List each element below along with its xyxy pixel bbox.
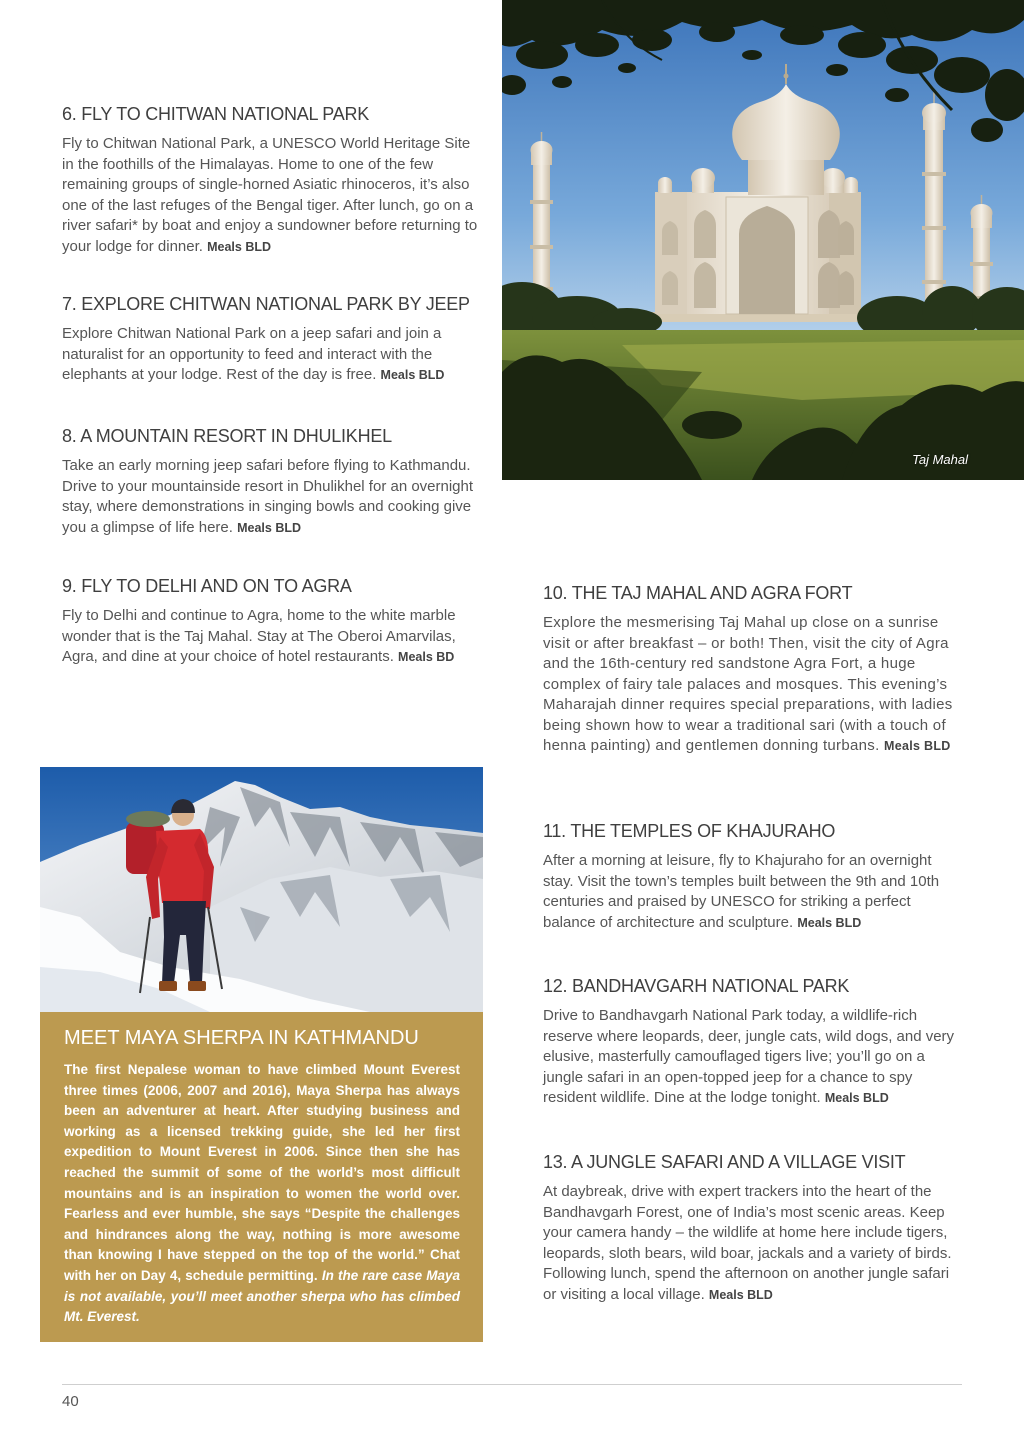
day-body-text: Fly to Chitwan National Park, a UNESCO World Heritage Site in the foothills of the Himalayas. Home to one of the few remaining groups of single-horned Asiatic rhinoceros, it’s also one of the last refuges of the Bengal tiger. After lunch, go on a river safari* by boat and enjoy a sundowner before returning to your lodge for dinner. — [62, 135, 478, 255]
itinerary-day-13 — [543, 1150, 963, 1305]
feature-box-heading: MEET MAYA SHERPA IN KATHMANDU — [64, 1027, 419, 1049]
itinerary-day-11 — [543, 819, 963, 933]
day-description — [543, 851, 963, 933]
day-body-text: Fly to Delhi and continue to Agra, home to the white marble wonder that is the Taj Mahal. Stay at The Oberoi Amarvilas, Agra, and dine at your choice of hotel restaurants. — [62, 607, 456, 665]
day-description — [62, 324, 482, 386]
photo-caption: Taj Mahal — [912, 452, 968, 467]
maya-sherpa-photo — [40, 767, 483, 1012]
itinerary-day-10 — [543, 581, 963, 757]
footer-divider — [62, 1384, 962, 1385]
feature-box-body: The first Nepalese woman to have climbed Mount Everest three times (2006, 2007 and 2016), Maya Sherpa has always been an adventurer at heart. After studying business and working as a licensed trekking guide, she led her first expedition to Mount Everest in 2006. Since then she has reached the summit of some of the world’s most difficult mountains and is an inspiration to women the world over. Fearless and ever humble, she says “Despite the challenges and hindrances along the way, nothing is more awesome than knowing I have stepped on the top of the world.” Chat with her on Day 4, schedule permitting. — [64, 1062, 460, 1283]
taj-mahal-photo — [502, 0, 1024, 480]
day-heading: 7. EXPLORE CHITWAN NATIONAL PARK BY JEEP — [62, 294, 470, 314]
taj-mahal-illustration — [502, 0, 1024, 480]
day-description — [543, 613, 963, 757]
mountaineer-illustration — [40, 767, 483, 1012]
meals-label: Meals BLD — [380, 368, 445, 382]
day-body-text: At daybreak, drive with expert trackers into the heart of the Bandhavgarh Forest, one of India’s most scenic areas. Keep your camera handy – the wildlife at home here include tigers, leopards, sloth bears, wild boar, jackals and a variety of birds. Following lunch, spend the afternoon on another jungle safari or visiting a local village. — [543, 1183, 952, 1303]
meals-label: Meals BLD — [708, 1287, 773, 1302]
meals-label: Meals BLD — [797, 915, 862, 930]
meals-label: Meals BD — [398, 650, 455, 664]
feature-box-note: In the rare case Maya is not available, you’ll meet another sherpa who has climbed Mt. Everest. — [64, 1267, 460, 1325]
minaret-right — [922, 92, 946, 318]
day-description — [62, 456, 482, 538]
day-description — [62, 606, 482, 668]
day-body-text: Drive to Bandhavgarh National Park today, a wildlife-rich reserve where leopards, deer, jungle cats, wild dogs, and very elusive, masterfully camouflaged tigers live; you’ll go on a jungle safari in an open-topped jeep for a chance to spy resident wildlife. Dine at the lodge tonight. — [543, 1007, 955, 1106]
itinerary-day-12 — [543, 974, 963, 1109]
day-heading: 9. FLY TO DELHI AND ON TO AGRA — [62, 576, 352, 596]
maya-sherpa-feature-box — [40, 1012, 483, 1342]
day-body-text: After a morning at leisure, fly to Khajuraho for an overnight stay. Visit the town’s temples built between the 9th and 10th centuries and praised by UNESCO for striking a perfect balance of architecture and sculpture. — [543, 852, 940, 931]
day-heading: 11. THE TEMPLES OF KHAJURAHO — [543, 821, 836, 841]
day-heading: 8. A MOUNTAIN RESORT IN DHULIKHEL — [62, 426, 392, 446]
day-heading: 6. FLY TO CHITWAN NATIONAL PARK — [62, 104, 369, 124]
meals-label: Meals BLD — [884, 739, 951, 753]
day-description — [62, 134, 482, 257]
itinerary-day-7 — [62, 292, 482, 386]
day-body-text: Take an early morning jeep safari before flying to Kathmandu. Drive to your mountainside resort in Dhulikhel for an overnight stay, where demonstrations in singing bowls and cooking give you a glimpse of life here. — [62, 457, 474, 536]
day-description — [543, 1006, 963, 1109]
day-description — [543, 1182, 963, 1305]
itinerary-day-8 — [62, 424, 482, 538]
day-body-text: Explore Chitwan National Park on a jeep safari and join a naturalist for an opportunity to feed and interact with the elephants at your lodge. Rest of the day is free. — [62, 325, 442, 383]
page-number: 40 — [62, 1393, 79, 1410]
itinerary-day-9 — [62, 574, 482, 668]
feature-box-text — [64, 1060, 460, 1328]
day-heading: 10. THE TAJ MAHAL AND AGRA FORT — [543, 583, 853, 603]
meals-label: Meals BLD — [824, 1091, 889, 1105]
day-heading: 13. A JUNGLE SAFARI AND A VILLAGE VISIT — [543, 1152, 906, 1172]
meals-label: Meals BLD — [237, 520, 302, 535]
day-body-text: Explore the mesmerising Taj Mahal up close on a sunrise visit or after breakfast – or both! Then, visit the city of Agra and the 16th-century red sandstone Agra Fort, a huge complex of fairy tale palaces and mosques. This evening’s Maharajah dinner requires special preparations, with ladies being shown how to wear a traditional sari (with a touch of henna painting) and gentlemen donning turbans. — [543, 614, 953, 754]
day-heading: 12. BANDHAVGARH NATIONAL PARK — [543, 976, 850, 996]
itinerary-day-6 — [62, 102, 482, 257]
meals-label: Meals BLD — [207, 239, 272, 254]
